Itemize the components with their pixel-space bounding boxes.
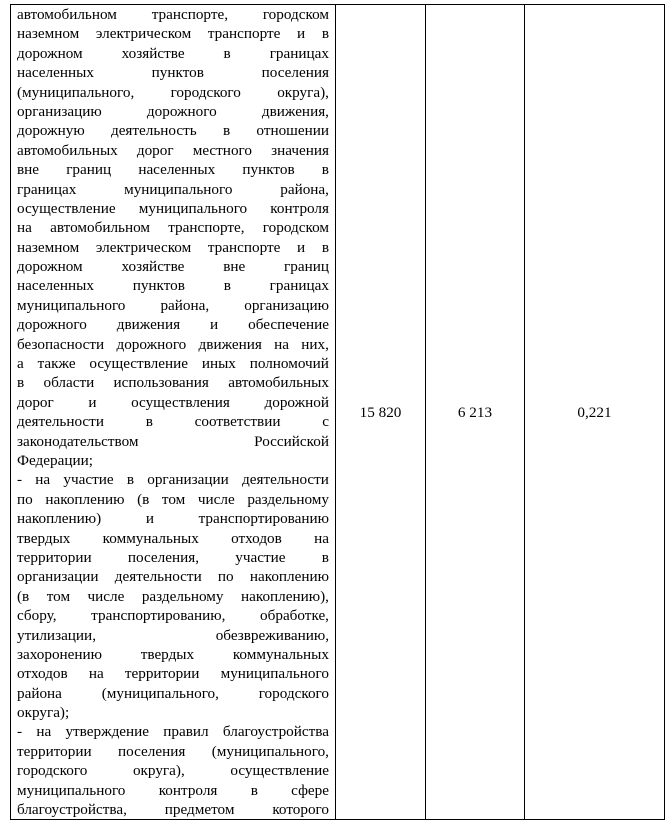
- description-line: а также осуществление иных полномочий: [17, 355, 329, 373]
- description-line: населенных пунктов поселения: [17, 64, 329, 82]
- description-text: [11, 5, 335, 819]
- description-line: осуществление муниципального контроля: [17, 199, 329, 217]
- description-line: по накоплению (в том числе раздельному: [17, 490, 329, 508]
- description-line: - на утверждение правил благоустройства: [17, 723, 329, 741]
- description-line: твердых коммунальных отходов на: [17, 529, 329, 547]
- description-line: сбору, транспортированию, обработке,: [17, 607, 329, 625]
- description-line: - на участие в организации деятельности: [17, 471, 329, 489]
- description-line: законодательством Российской: [17, 432, 329, 450]
- description-line: (в том числе раздельному накоплению),: [17, 587, 329, 605]
- description-line: вне границ населенных пунктов в: [17, 161, 329, 179]
- description-cell: [11, 5, 336, 820]
- description-line: района (муниципального, городского: [17, 684, 329, 702]
- value-cell-3: 0,221: [525, 5, 665, 820]
- description-line: организации деятельности по накоплению: [17, 568, 329, 586]
- description-line: дорожную деятельность в отношении: [17, 122, 329, 140]
- description-line: наземном электрическом транспорте и в: [17, 238, 329, 256]
- description-line: в области использования автомобильных: [17, 374, 329, 392]
- description-line: муниципального района, организацию: [17, 296, 329, 314]
- description-line: на автомобильном транспорте, городском: [17, 219, 329, 237]
- description-line: деятельности в соответствии с: [17, 413, 329, 431]
- description-line: дорожного движения и обеспечение: [17, 316, 329, 334]
- description-line: благоустройства, предметом которого: [17, 801, 329, 819]
- description-line: захоронению твердых коммунальных: [17, 645, 329, 663]
- description-line: муниципального контроля в сфере: [17, 781, 329, 799]
- description-line: территории поселения, участие в: [17, 548, 329, 566]
- value-cell-1: 15 820: [336, 5, 426, 820]
- description-line: автомобильном транспорте, городском: [17, 6, 329, 23]
- description-line: населенных пунктов в границах: [17, 277, 329, 295]
- description-line: наземном электрическом транспорте и в: [17, 25, 329, 43]
- description-line: (муниципального, городского округа),: [17, 83, 329, 101]
- table-row: [11, 5, 665, 820]
- value-cell-2: 6 213: [426, 5, 525, 820]
- document-table: [10, 4, 665, 820]
- description-line: накоплению) и транспортированию: [17, 510, 329, 528]
- description-line: территории поселения (муниципального,: [17, 742, 329, 760]
- description-line: дорожном хозяйстве вне границ: [17, 258, 329, 276]
- description-line: дорожном хозяйстве в границах: [17, 44, 329, 62]
- description-line: отходов на территории муниципального: [17, 665, 329, 683]
- description-line: утилизации, обезвреживанию,: [17, 626, 329, 644]
- description-line: границах муниципального района,: [17, 180, 329, 198]
- description-line: городского округа), осуществление: [17, 762, 329, 780]
- description-line: автомобильных дорог местного значения: [17, 141, 329, 159]
- description-line: безопасности дорожного движения на них,: [17, 335, 329, 353]
- description-line: организацию дорожного движения,: [17, 102, 329, 120]
- description-line: Федерации;: [17, 451, 93, 469]
- description-line: дорог и осуществления дорожной: [17, 393, 329, 411]
- description-line: округа);: [17, 704, 70, 722]
